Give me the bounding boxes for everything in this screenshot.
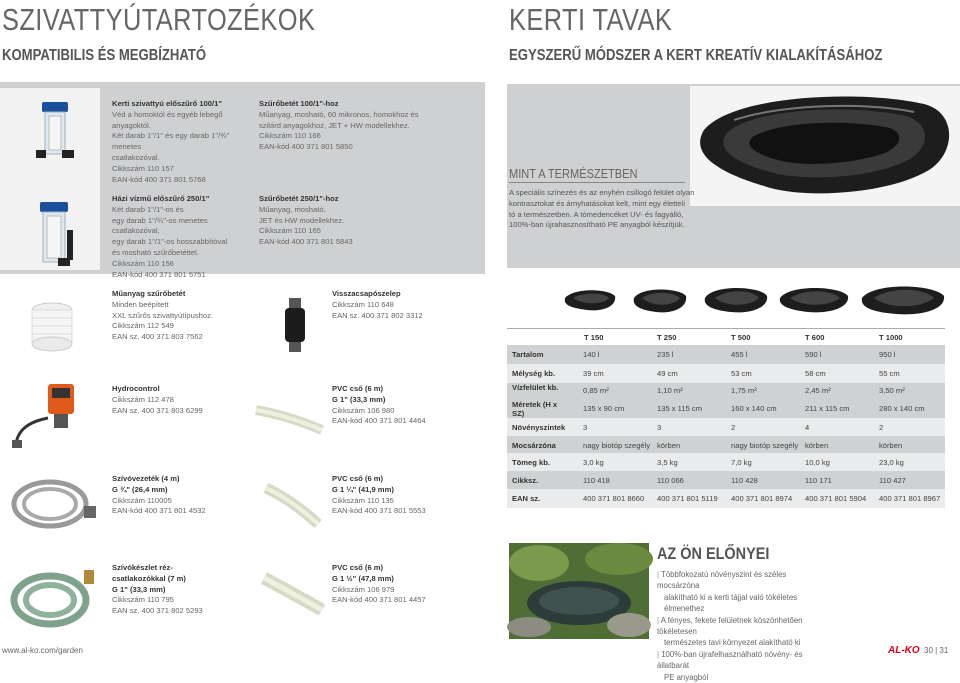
product-line: Műanyag, mosható, bbox=[259, 204, 326, 214]
cell: 110 418 bbox=[583, 476, 610, 485]
table-row bbox=[507, 383, 945, 400]
row-label: Tartalom bbox=[512, 350, 544, 359]
cell: 58 cm bbox=[805, 369, 826, 378]
product-line: Műanyag, mosható, 60 mikronos, homokhoz és bbox=[259, 109, 419, 119]
product-line: Két darab 1"/1"-os és bbox=[112, 204, 184, 214]
product-subtitle: G ¾" (26,4 mm) bbox=[112, 484, 168, 494]
cell: 23,0 kg bbox=[879, 458, 904, 467]
table-row bbox=[507, 364, 945, 383]
product-line: XXL szűrős szivattyútípushoz. bbox=[112, 310, 214, 320]
cell: 140 l bbox=[583, 350, 600, 359]
pvc-hose-2-image bbox=[262, 480, 322, 530]
cell: 3,5 kg bbox=[657, 458, 678, 467]
page-numbers: 30 | 31 bbox=[924, 646, 949, 655]
product-pvc-hose-1 bbox=[332, 384, 472, 427]
product-line: EAN-kód 400 371 801 5843 bbox=[259, 237, 353, 247]
product-subtitle: G 1 ½" (47,8 mm) bbox=[332, 573, 394, 583]
product-pvc-hose-3 bbox=[332, 563, 472, 606]
advantage-text: 100%-ban újrafelhasználható növény- és állatbarát bbox=[657, 649, 803, 671]
advantage-text: A fényes, fekete felületnek köszönhetően tökéletesen bbox=[657, 615, 803, 637]
product-line: egy darab 1"/1"-os hosszabbítóval bbox=[112, 237, 228, 247]
advantage-item: | 100%-ban újrafelhasználható növény- és állatbarát bbox=[657, 649, 803, 671]
table-header-t500: T 500 bbox=[731, 333, 751, 342]
product-line: EAN-kód 400 371 801 4457 bbox=[332, 595, 426, 605]
product-line: JET és HW modellekhez. bbox=[259, 215, 345, 225]
product-filter-insert-100 bbox=[259, 99, 434, 153]
row-label: Méretek (H x SZ) bbox=[512, 400, 558, 418]
hydrocontrol-image bbox=[8, 378, 98, 454]
cell: 49 cm bbox=[657, 369, 678, 378]
footer-url[interactable]: www.al-ko.com/garden bbox=[2, 646, 83, 655]
right-subtitle: EGYSZERŰ MÓDSZER A KERT KREATÍV KIALAKÍTÁSÁHOZ bbox=[509, 47, 883, 64]
cell: 400 371 801 8967 bbox=[879, 494, 941, 503]
cell: 2,45 m² bbox=[805, 386, 831, 395]
natural-line: kontrasztokat és árnyhatásokat kelt, mint egy életteli bbox=[509, 198, 686, 208]
product-line: Véd a homoktól és egyéb lebegő anyagoktól. bbox=[112, 109, 223, 130]
cell: 3 bbox=[657, 423, 662, 432]
cell: körben bbox=[879, 441, 903, 450]
product-line: Két darab 1"/1" és egy darab 1"/¾" menetes bbox=[112, 131, 230, 152]
check-valve-image bbox=[282, 296, 308, 356]
brand-logo: AL-KO bbox=[888, 645, 920, 656]
product-title: Szívóvezeték (4 m) bbox=[112, 474, 180, 483]
cell: 235 l bbox=[657, 350, 674, 359]
cell: nagy biotóp szegély bbox=[583, 441, 651, 450]
product-line: és mosható szűrőbetéttel. bbox=[112, 247, 199, 257]
advantages-heading: AZ ÖN ELŐNYEI bbox=[657, 544, 770, 563]
cell: 455 l bbox=[731, 350, 748, 359]
pond-t150-image bbox=[563, 288, 617, 317]
row-label: Mélység kb. bbox=[512, 369, 556, 378]
product-line: EAN-kód 400 371 801 5751 bbox=[112, 269, 206, 279]
pvc-hose-3-image bbox=[260, 568, 326, 620]
product-line: Cikkszám 110 795 bbox=[112, 595, 174, 605]
product-subtitle: G 1" (33,3 mm) bbox=[332, 394, 386, 404]
product-line: Cikkszám 110 648 bbox=[332, 299, 394, 309]
cell: 2 bbox=[731, 423, 736, 432]
cell: 160 x 140 cm bbox=[731, 404, 777, 413]
cell: 211 x 115 cm bbox=[805, 404, 850, 413]
advantage-text: természetes tavi környezet alakítható ki bbox=[664, 638, 801, 648]
cell: 400 371 801 8974 bbox=[731, 494, 793, 503]
table-row bbox=[507, 471, 945, 490]
table-header-t150: T 150 bbox=[584, 333, 604, 342]
prefilter-100-image bbox=[36, 100, 60, 160]
heading-rule bbox=[509, 182, 685, 183]
table-top-rule bbox=[507, 328, 945, 329]
product-line: Cikkszám 112 478 bbox=[112, 394, 174, 404]
right-title: KERTI TAVAK bbox=[509, 2, 673, 37]
product-line: EAN sz. 400 371 803 7562 bbox=[112, 332, 203, 342]
product-line: EAN sz. 400 371 803 6299 bbox=[112, 405, 203, 415]
table-row bbox=[507, 489, 945, 508]
product-line: csatlakozóval. bbox=[112, 152, 160, 162]
left-title: SZIVATTYÚTARTOZÉKOK bbox=[2, 2, 316, 37]
cell: 4 bbox=[805, 423, 810, 432]
cell: körben bbox=[657, 441, 681, 450]
natural-line: 100%-ban újrahasznosítható PE anyagból készítjük. bbox=[509, 220, 685, 230]
natural-line: A speciális színezés és az enyhén csillogó felület olyan bbox=[509, 188, 695, 197]
product-line: Cikkszám 110 157 bbox=[112, 163, 174, 173]
table-row bbox=[507, 453, 945, 472]
cell: 135 x 115 cm bbox=[657, 404, 703, 413]
cell: 280 x 140 cm bbox=[879, 404, 925, 413]
product-line: EAN-kód 400 371 801 4532 bbox=[112, 506, 206, 516]
row-label: EAN sz. bbox=[512, 494, 541, 503]
cell: 1,10 m² bbox=[657, 386, 683, 395]
cell: 3,50 m² bbox=[879, 386, 905, 395]
product-prefilter-100 bbox=[112, 99, 257, 185]
cell: 2 bbox=[879, 423, 884, 432]
table-row bbox=[507, 400, 945, 418]
advantages-list bbox=[657, 569, 827, 683]
product-title: PVC cső (6 m) bbox=[332, 384, 384, 393]
row-label: Mocsárzóna bbox=[512, 441, 556, 450]
product-title: Házi vízmű előszűrő 250/1" bbox=[112, 194, 210, 203]
table-header-t1000: T 1000 bbox=[879, 333, 903, 342]
product-line: Cikkszám 110 165 bbox=[259, 226, 321, 236]
product-line: Cikkszám 110 156 bbox=[112, 258, 174, 268]
product-title: PVC cső (6 m) bbox=[332, 474, 384, 483]
product-title: Kerti szivattyú előszűrő 100/1" bbox=[112, 99, 222, 108]
cell: 110 066 bbox=[657, 476, 684, 485]
cell: 55 cm bbox=[879, 369, 900, 378]
product-line: szilárd anyagokhoz, JET + HW modellekhez. bbox=[259, 120, 410, 130]
cell: 10,0 kg bbox=[805, 458, 830, 467]
table-row bbox=[507, 418, 945, 437]
cell: 3 bbox=[583, 423, 588, 432]
product-pvc-hose-2 bbox=[332, 474, 472, 517]
product-filter-insert-250 bbox=[259, 194, 434, 248]
suction-hose-image bbox=[6, 470, 102, 536]
cell: 135 x 90 cm bbox=[583, 404, 625, 413]
product-line: EAN-kód 400 371 801 4464 bbox=[332, 416, 426, 426]
prefilter-250-image bbox=[34, 200, 74, 266]
product-line: EAN-kód 400 371 801 5768 bbox=[112, 174, 206, 184]
cell: 590 l bbox=[805, 350, 822, 359]
table-header-t600: T 600 bbox=[805, 333, 825, 342]
table-header-t250: T 250 bbox=[657, 333, 677, 342]
product-line: Cikkszám 110 166 bbox=[259, 131, 321, 141]
product-line: Minden beépített bbox=[112, 299, 169, 309]
pond-t1000-image bbox=[860, 282, 946, 321]
cell: 400 371 801 5119 bbox=[657, 494, 718, 503]
cell: 950 l bbox=[879, 350, 896, 359]
cell: 110 427 bbox=[879, 476, 906, 485]
pond-t500-image bbox=[703, 284, 769, 319]
pond-t600-image bbox=[778, 284, 850, 319]
product-title: Szívókészlet réz- bbox=[112, 563, 173, 572]
product-line: Cikkszám 112 549 bbox=[112, 321, 174, 331]
row-label: Vízfelület kb. bbox=[512, 383, 559, 392]
pond-t250-image bbox=[632, 286, 688, 319]
row-label: Cikksz. bbox=[512, 476, 539, 485]
cell: 1,75 m² bbox=[731, 386, 757, 395]
advantage-text: Többfokozatú növényszint és széles mocsárzóna bbox=[657, 570, 787, 591]
product-prefilter-250 bbox=[112, 194, 257, 280]
product-title: Visszacsapószelep bbox=[332, 289, 401, 298]
cell: 0,85 m² bbox=[583, 386, 609, 395]
product-suction-kit bbox=[112, 563, 252, 617]
product-line: EAN-kód 400 371 801 5850 bbox=[259, 142, 353, 152]
product-title: Műanyag szűrőbetét bbox=[112, 289, 186, 298]
product-title: Szűrőbetét 100/1"-hoz bbox=[259, 99, 339, 108]
product-line: egy darab 1"/¾"-os menetes csatlakozóval, bbox=[112, 215, 208, 236]
table-row bbox=[507, 345, 945, 364]
product-plastic-filter-insert bbox=[112, 289, 252, 343]
product-line: EAN sz. 400 371 802 3312 bbox=[332, 310, 423, 320]
product-title: Szűrőbetét 250/1"-hoz bbox=[259, 194, 339, 203]
cell: 39 cm bbox=[583, 369, 604, 378]
product-check-valve bbox=[332, 289, 472, 321]
product-line: EAN sz. 400 371 802 5293 bbox=[112, 606, 203, 616]
product-line: EAN-kód 400 371 801 5553 bbox=[332, 506, 426, 516]
product-title: PVC cső (6 m) bbox=[332, 563, 384, 572]
row-label: Növényszintek bbox=[512, 423, 566, 432]
product-line: Cikkszám 110005 bbox=[112, 495, 172, 505]
product-hydrocontrol bbox=[112, 384, 252, 416]
natural-text bbox=[509, 188, 709, 231]
advantage-text: PE anyagból bbox=[664, 672, 709, 682]
garden-pond-photo bbox=[509, 543, 649, 639]
pond-hero-image bbox=[694, 90, 958, 202]
cell: nagy biotóp szegély bbox=[731, 441, 799, 450]
product-subtitle: G 1" (33,3 mm) bbox=[112, 584, 166, 594]
advantage-item: | Többfokozatú növényszint és széles mocsárzóna bbox=[657, 570, 787, 591]
natural-line: tó a természetben. A tómedencéket UV- és fagyálló, bbox=[509, 209, 684, 219]
product-suction-hose bbox=[112, 474, 252, 517]
cell: 53 cm bbox=[731, 369, 752, 378]
cell: 400 371 801 8660 bbox=[583, 494, 645, 503]
product-subtitle: G 1 ¼" (41,9 mm) bbox=[332, 484, 394, 494]
advantage-item: | A fényes, fekete felületnek köszönhetően tökéletesen bbox=[657, 615, 803, 637]
product-line: Cikkszám 110 135 bbox=[332, 495, 394, 505]
cell: körben bbox=[805, 441, 829, 450]
product-line: Cikkszám 106 979 bbox=[332, 584, 395, 594]
filter-insert-image bbox=[26, 300, 78, 356]
suction-kit-image bbox=[6, 562, 100, 634]
left-subtitle: KOMPATIBILIS ÉS MEGBÍZHATÓ bbox=[2, 47, 207, 64]
natural-heading: MINT A TERMÉSZETBEN bbox=[509, 166, 638, 181]
pvc-hose-1-image bbox=[254, 400, 324, 440]
cell: 3,0 kg bbox=[583, 458, 604, 467]
cell: 110 171 bbox=[805, 476, 832, 485]
advantage-text: alakítható ki a kerti tájjal való tökéletes élmenethez bbox=[664, 592, 798, 614]
product-subtitle: csatlakozókkal (7 m) bbox=[112, 573, 186, 583]
cell: 7,0 kg bbox=[731, 458, 752, 467]
cell: 110 428 bbox=[731, 476, 758, 485]
product-line: Cikkszám 106 980 bbox=[332, 405, 395, 415]
row-label: Tömeg kb. bbox=[512, 458, 550, 467]
product-title: Hydrocontrol bbox=[112, 384, 160, 393]
cell: 400 371 801 5904 bbox=[805, 494, 867, 503]
